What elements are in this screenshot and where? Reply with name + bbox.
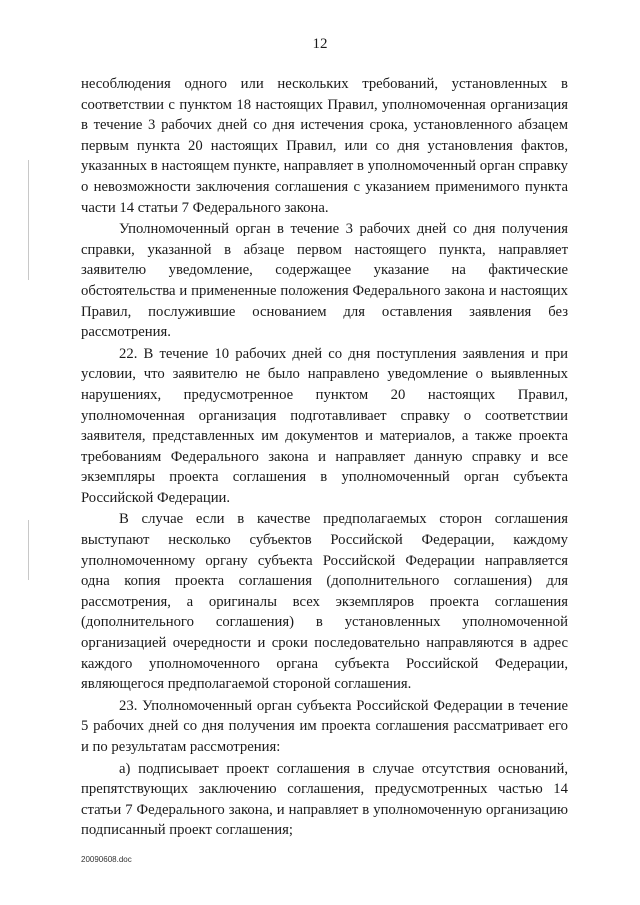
footer-filename: 20090608.doc: [81, 855, 132, 864]
paragraph-notification: Уполномоченный орган в течение 3 рабочих дней со дня получения справки, указанной в абзаце первом настоящего пункта, направляет заявителю уведомление, содержащее указание на фактические обстоятельства и примененные положения Федерального закона и настоящих Правил, послужившие основанием для оставления заявления без рассмотрения.: [81, 221, 568, 341]
paragraph-clause-23: 23. Уполномоченный орган субъекта Российской Федерации в течение 5 рабочих дней со дня получения им проекта соглашения рассматривает его и по результатам рассмотрения:: [81, 697, 568, 755]
scan-edge-mark: [28, 160, 29, 280]
paragraph-continuation: несоблюдения одного или нескольких требований, установленных в соответствии с пунктом 18 настоящих Правил, уполномоченная организация в течение 3 рабочих дней со дня истечения срока, установленного абзацем первым пункта 20 настоящих Правил, или со дня установления фактов, указанных в настоящем пункте, направляет в уполномоченный орган справку о невозможности заключения соглашения с указанием применимого пункта части 14 статьи 7 Федерального закона.: [81, 76, 568, 216]
scan-edge-mark: [28, 520, 29, 580]
paragraph-clause-22: 22. В течение 10 рабочих дней со дня поступления заявления и при условии, что заявителю не было направлено уведомление о выявленных нарушениях, предусмотренное пунктом 20 настоящих Правил, уполномоченная организация подготавливает справку о соответствии заявителя, представленных им документов и материалов, а также проекта требованиям Федерального закона и направляет данную справку и все экземпляры проекта соглашения в уполномоченный орган субъекта Российской Федерации.: [81, 345, 568, 506]
page-number: 12: [312, 36, 328, 52]
document-body: [81, 74, 568, 842]
paragraph-clause-23-a: а) подписывает проект соглашения в случае отсутствия оснований, препятствующих заключению соглашения, предусмотренных частью 14 статьи 7 Федерального закона, и направляет в уполномоченную организацию подписанный проект соглашения;: [81, 760, 568, 839]
paragraph-multiple-subjects: В случае если в качестве предполагаемых сторон соглашения выступают несколько субъектов Российской Федерации, каждому уполномоченному органу субъекта Российской Федерации направляется одна копия проекта соглашения (дополнительного соглашения) для рассмотрения, а оригиналы всех экземпляров проекта соглашения (дополнительного соглашения) в установленных уполномоченной организацией очередности и сроки последовательно направляются в адрес каждого уполномоченного органа субъекта Российской Федерации, являющегося предполагаемой стороной соглашения.: [81, 511, 568, 693]
